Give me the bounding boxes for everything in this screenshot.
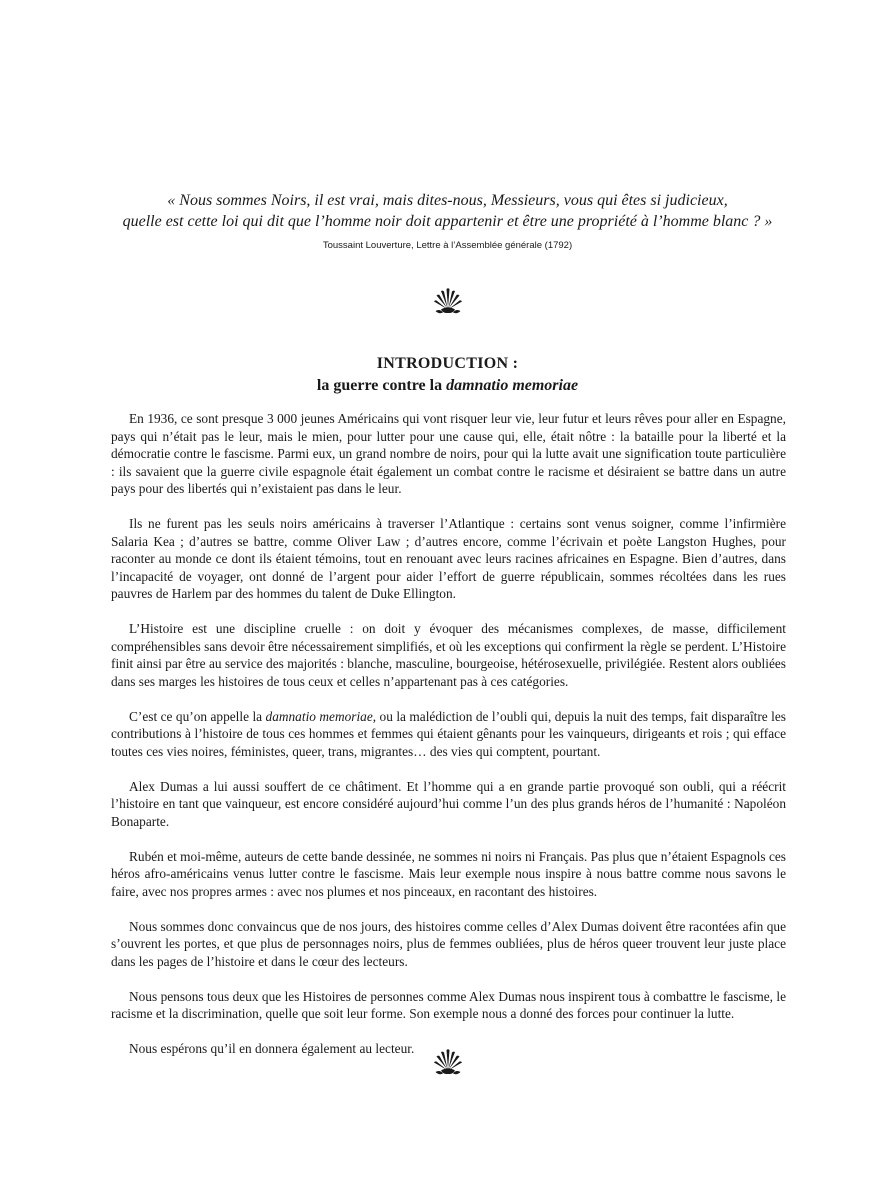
paragraph: Rubén et moi-même, auteurs de cette bande dessinée, ne sommes ni noirs ni Français. Pas plus que n’étaient Espagnols ces héros afro-américains venus lutter contre le fascisme. Mais leur exemple nous inspire à nous battre comme nous savons le faire, avec nos propres armes : avec nos plumes et nos pinceaux, en racontant des histoires. — [111, 848, 786, 899]
epigraph-attribution: Toussaint Louverture, Lettre à l’Assemblée générale (1792) — [322, 240, 573, 251]
paragraph: Nous sommes donc convaincus que de nos jours, des histoires comme celles d’Alex Dumas doivent être racontées afin que s’ouvrent les portes, et que plus de personnages noirs, plus de femmes oubliées, plus de héros queer trouvent leur juste place dans les pages de l’histoire et dans le cœur des lecteurs. — [111, 918, 786, 969]
paragraph — [111, 708, 786, 761]
section-subtitle — [0, 376, 895, 396]
section-title: INTRODUCTION : — [376, 355, 519, 372]
paragraph-italic: damnatio memoriae — [265, 708, 373, 724]
paragraph: Alex Dumas a lui aussi souffert de ce châtiment. Et l’homme qui a en grande partie provoqué son oubli, qui a réécrit l’histoire en tant que vainqueur, est encore considéré aujourd’hui comme l’un des plus grands héros de l’humanité : Napoléon Bonaparte. — [111, 778, 786, 829]
paragraph: Nous pensons tous deux que les Histoires de personnes comme Alex Dumas nous inspirent tous à combattre le fascisme, le racisme et la discrimination, quelle que soit leur forme. Son exemple nous a donné des forces pour continuer la lutte. — [111, 988, 786, 1021]
paragraph: L’Histoire est une discipline cruelle : on doit y évoquer des mécanismes complexes, de masse, difficilement compréhensibles sans devoir être nécessairement simplifiés, et où les exceptions qui confirment la règle se perdent. L’Histoire finit ainsi par être au service des majorités : blanche, masculine, bourgeoise, hétérosexuelle, privilégiée. Restent alors oubliées dans ses marges les histoires de tous ceux et celles n’appartenant pas à ces catégories. — [111, 621, 786, 689]
paragraph: Ils ne furent pas les seuls noirs américains à traverser l’Atlantique : certains sont venus soigner, comme l’infirmière Salaria Kea ; d’autres se battre, comme Oliver Law ; d’autres encore, comme l’écrivain et poète Langston Hughes, pour raconter au monde ce dont ils étaient témoins, tout en renouant avec leurs racines africaines en Espagne. Bien d’autres, dans l’incapacité de voyager, ont donné de l’argent pour aider l’effort de guerre républicain, sommes récoltées dans les rues pauvres de Harlem par des hommes du talent de Duke Ellington. — [111, 516, 786, 601]
section-heading — [0, 354, 895, 396]
section-subtitle-italic: damnatio memoriae — [446, 377, 579, 394]
paragraph: En 1936, ce sont presque 3 000 jeunes Américains qui vont risquer leur vie, leur futur et leurs rêves pour aller en Espagne, pays qui n’était pas le leur, mais le mien, pour lutter pour une cause qui, elle, était nôtre : la bataille pour la liberté et la démocratie contre le fascisme. Parmi eux, un grand nombre de noirs, pour qui la lutte avait une signification toute particulière : ils savaient que la guerre civile espagnole était également un combat contre le racisme et désiraient se battre dans un autre pays pour des libertés qui n’existaient pas dans le leur. — [111, 411, 786, 496]
paragraph-text: , ou la malédiction de l’oubli qui, depuis la nuit des temps, fait disparaître les contributions à l’histoire de tous ces hommes et femmes qui étaient gênants pour les vainqueurs, dirigeants et rois ; qui efface toutes ces vies noires, féministes, queer, trans, migrantes… des vies qui comptent, pourtant. — [111, 708, 786, 759]
body-text — [111, 410, 786, 1075]
epigraph-line-1: « Nous sommes Noirs, il est vrai, mais dites-nous, Messieurs, vous qui êtes si judicieux, — [167, 192, 728, 209]
epigraph-quote — [0, 190, 895, 232]
paragraph-text: C’est ce qu’on appelle la — [129, 708, 266, 724]
shell-fleuron-icon — [433, 1047, 463, 1077]
epigraph-line-2: quelle est cette loi qui dit que l’homme noir doit appartenir et être une propriété à l’homme blanc ? » — [122, 213, 773, 230]
section-subtitle-prefix: la guerre contre la — [316, 377, 447, 394]
paragraph: Nous espérons qu’il en donnera également au lecteur. — [129, 1041, 415, 1056]
epigraph — [0, 190, 895, 251]
shell-fleuron-icon — [433, 286, 463, 316]
